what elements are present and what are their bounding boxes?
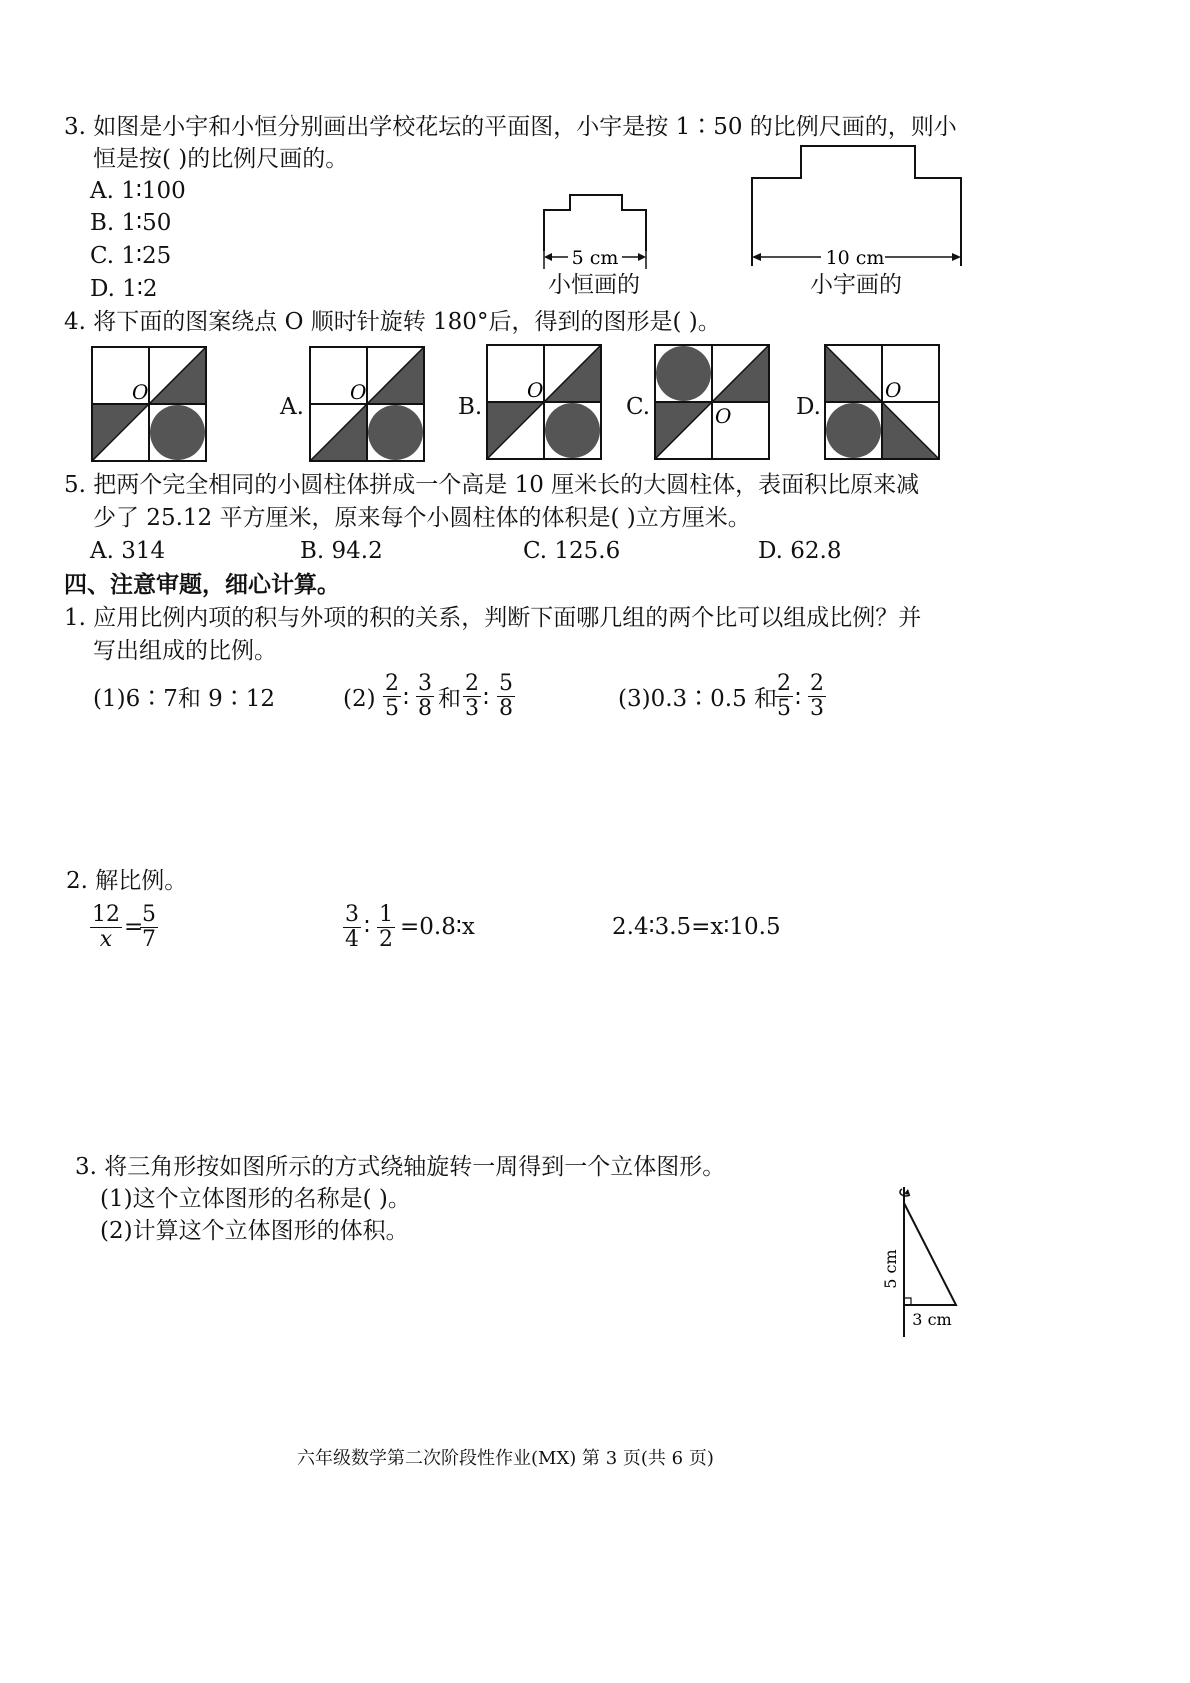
s4-q1-part2-prefix: (2) — [343, 686, 376, 712]
equation-2-rest: =0.8∶x — [400, 914, 475, 940]
svg-text:O: O — [527, 378, 544, 402]
point-o-label: O — [132, 380, 149, 404]
large-plan-caption: 小宇画的 — [810, 272, 902, 298]
svg-text:O: O — [350, 380, 367, 404]
q4-option-c-label: C. — [626, 394, 651, 420]
large-dimension-label: 10 cm — [825, 247, 885, 269]
s4-q3-line1: 3. 将三角形按如图所示的方式绕轴旋转一周得到一个立体图形。 — [75, 1154, 726, 1180]
s4-q3-sub1: (1)这个立体图形的名称是( )。 — [100, 1186, 411, 1212]
q5-line2: 少了 25.12 平方厘米，原来每个小圆柱体的体积是( )立方厘米。 — [93, 505, 751, 531]
q3-line1: 3. 如图是小宇和小恒分别画出学校花坛的平面图，小宇是按 1∶50 的比例尺画的，则小 — [64, 114, 957, 140]
fraction: $\frac{12}{x}$ — [92, 902, 120, 952]
q5-option-b: B. 94.2 — [300, 538, 383, 564]
fraction: $\frac{2}{3}$ — [465, 671, 479, 721]
rotation-triangle-figure — [880, 1185, 970, 1345]
height-label: 5 cm — [881, 1249, 900, 1289]
q3-line2: 恒是按( )的比例尺画的。 — [93, 146, 349, 172]
q5-option-c: C. 125.6 — [523, 538, 621, 564]
svg-text:O: O — [885, 378, 902, 402]
s4-q1-part1: (1)6∶7和 9∶12 — [93, 686, 276, 712]
q5-option-d: D. 62.8 — [758, 538, 842, 564]
ratio-colon: ∶ — [403, 686, 409, 712]
section-4-title: 四、注意审题，细心计算。 — [64, 572, 340, 598]
small-dimension-label: 5 cm — [571, 247, 619, 269]
q4-option-d-figure — [823, 343, 941, 463]
q3-option-d: D. 1∶2 — [90, 276, 158, 302]
s4-q1-line2: 写出组成的比例。 — [93, 638, 277, 664]
q4-text: 4. 将下面的图案绕点 O 顺时针旋转 180°后，得到的图形是( )。 — [64, 309, 721, 335]
equation-3: 2.4∶3.5=x∶10.5 — [612, 914, 781, 940]
s4-q1-part3-prefix: (3)0.3∶0.5 和 — [618, 686, 778, 712]
fraction: $\frac{2}{3}$ — [810, 671, 824, 721]
fraction: $\frac{5}{8}$ — [499, 671, 513, 721]
small-plan-caption: 小恒画的 — [548, 272, 640, 298]
and-word: 和 — [438, 686, 461, 712]
base-label: 3 cm — [912, 1310, 952, 1329]
fraction: $\frac{1}{2}$ — [379, 902, 393, 952]
fraction: $\frac{2}{5}$ — [777, 671, 791, 721]
q4-original-figure — [90, 345, 208, 463]
svg-text:O: O — [715, 404, 732, 428]
q3-option-b: B. 1∶50 — [90, 210, 172, 236]
q3-option-c: C. 1∶25 — [90, 243, 172, 269]
fraction: $\frac{3}{8}$ — [418, 671, 432, 721]
large-flowerbed-plan — [745, 140, 970, 275]
s4-q3-sub2: (2)计算这个立体图形的体积。 — [100, 1218, 409, 1244]
q4-option-b-label: B. — [458, 394, 483, 420]
q4-option-a-figure — [308, 345, 426, 463]
s4-q2-title: 2. 解比例。 — [66, 868, 188, 894]
q3-option-a: A. 1∶100 — [90, 178, 186, 204]
ratio-colon: ∶ — [364, 914, 370, 940]
q4-option-c-figure — [653, 343, 771, 463]
q5-line1: 5. 把两个完全相同的小圆柱体拼成一个高是 10 厘米长的大圆柱体，表面积比原来减 — [64, 472, 920, 498]
ratio-colon: ∶ — [483, 686, 489, 712]
small-flowerbed-plan — [530, 185, 660, 275]
q4-option-d-label: D. — [796, 394, 821, 420]
q4-option-a-label: A. — [280, 394, 304, 420]
q4-option-b-figure — [485, 343, 603, 463]
ratio-colon: ∶ — [795, 686, 801, 712]
fraction: $\frac{3}{4}$ — [345, 902, 359, 952]
page-footer: 六年级数学第二次阶段性作业(MX) 第 3 页(共 6 页) — [297, 1448, 714, 1469]
fraction: $\frac{2}{5}$ — [385, 671, 399, 721]
s4-q1-line1: 1. 应用比例内项的积与外项的积的关系，判断下面哪几组的两个比可以组成比例？并 — [64, 605, 922, 631]
fraction: $\frac{5}{7}$ — [142, 902, 156, 952]
equals-sign: = — [124, 914, 144, 940]
q5-option-a: A. 314 — [90, 538, 166, 564]
